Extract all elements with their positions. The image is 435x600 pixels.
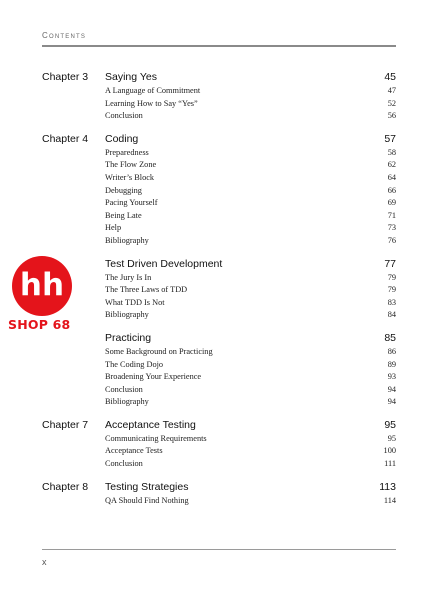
section-row [42,173,396,186]
chapter-entry [42,481,396,509]
section-page: 84 [387,310,396,320]
section-page: 100 [383,446,396,456]
chapter-row [42,133,396,148]
section-page: 93 [387,372,396,382]
shop-logo-text: SHOP 68 [8,317,82,332]
section-row [42,236,396,249]
section-row [42,459,396,472]
section-title: QA Should Find Nothing [105,495,189,505]
chapter-page: 45 [384,71,396,83]
section-page: 79 [387,285,396,295]
running-header: Contents [42,31,87,40]
chapter-title: Test Driven Development [105,257,223,270]
chapter-label: Chapter 7 [42,418,89,431]
chapter-title: Coding [105,132,139,145]
section-title: Being Late [105,210,142,220]
section-title: Conclusion [105,384,143,394]
section-row [42,347,396,360]
section-row [42,360,396,373]
section-title: Help [105,223,122,233]
chapter-entry [42,419,396,472]
chapter-title: Saying Yes [105,71,157,83]
section-row [42,372,396,385]
chapter-page: 57 [384,132,396,145]
section-row [42,186,396,199]
section-row [42,148,396,161]
section-title: Preparedness [105,147,149,157]
section-title: Bibliography [105,310,149,320]
section-title: Bibliography [105,397,149,407]
section-row [42,434,396,447]
section-row [42,397,396,410]
section-row [42,211,396,224]
section-page: 56 [387,111,396,121]
chapter-label: Chapter 3 [42,71,89,83]
section-title: Bibliography [105,235,149,245]
section-title: Debugging [105,185,142,195]
chapter-page: 113 [379,480,396,493]
section-page: 64 [387,172,396,182]
section-row [42,496,396,509]
section-title: Pacing Yourself [105,198,158,208]
section-title: The Coding Dojo [105,359,164,369]
chapter-title: Testing Strategies [105,480,189,493]
page-number: x [42,557,47,567]
chapter-page: 85 [384,331,396,344]
chapter-title: Practicing [105,331,152,344]
section-page: 79 [387,272,396,282]
section-title: What TDD Is Not [105,297,165,307]
chapter-entry [42,133,396,249]
footer-rule [42,549,396,550]
section-page: 95 [387,433,396,443]
chapter-row [42,332,396,347]
section-title: Acceptance Tests [105,446,163,456]
chapter-title: Acceptance Testing [105,418,196,431]
section-row [42,99,396,112]
section-row [42,285,396,298]
hh-logo-icon: hh [12,256,72,316]
section-page: 47 [387,86,396,95]
chapter-row [42,481,396,496]
chapter-row [42,71,396,86]
section-title: Conclusion [105,459,143,469]
section-title: The Three Laws of TDD [105,285,188,295]
section-page: 73 [387,223,396,233]
section-page: 52 [387,98,396,108]
section-page: 76 [387,235,396,245]
chapter-label: Chapter 8 [42,480,89,493]
section-row [42,160,396,173]
section-page: 71 [387,210,396,220]
section-page: 83 [387,297,396,307]
shop-watermark-logo [8,256,78,342]
section-page: 94 [387,384,396,394]
section-row [42,86,396,99]
section-row [42,310,396,323]
section-page: 111 [384,459,396,469]
chapter-row [42,419,396,434]
chapter-entry [42,258,396,323]
section-page: 69 [387,198,396,208]
section-title: The Jury Is In [105,272,152,282]
section-row [42,111,396,124]
section-title: The Flow Zone [105,160,157,170]
section-page: 86 [387,346,396,356]
section-row [42,385,396,398]
section-row [42,298,396,311]
section-row [42,273,396,286]
section-page: 62 [387,160,396,170]
section-row [42,223,396,236]
chapter-row [42,258,396,273]
section-page: 94 [387,397,396,407]
table-of-contents [42,71,396,517]
chapter-page: 77 [384,257,396,270]
chapter-entry [42,332,396,410]
section-page: 114 [383,495,396,505]
section-row [42,198,396,211]
section-page: 66 [387,185,396,195]
section-page: 58 [387,147,396,157]
section-title: Broadening Your Experience [105,372,202,382]
section-page: 89 [387,359,396,369]
section-title: Conclusion [105,111,143,121]
section-title: Communicating Requirements [105,433,207,443]
section-title: A Language of Commitment [105,86,201,95]
section-title: Learning How to Say “Yes” [105,98,198,108]
header-rule [42,45,396,47]
chapter-entry [42,71,396,124]
section-title: Some Background on Practicing [105,346,213,356]
section-row [42,446,396,459]
chapter-page: 95 [384,418,396,431]
section-title: Writer’s Block [105,172,155,182]
chapter-label: Chapter 4 [42,132,89,145]
